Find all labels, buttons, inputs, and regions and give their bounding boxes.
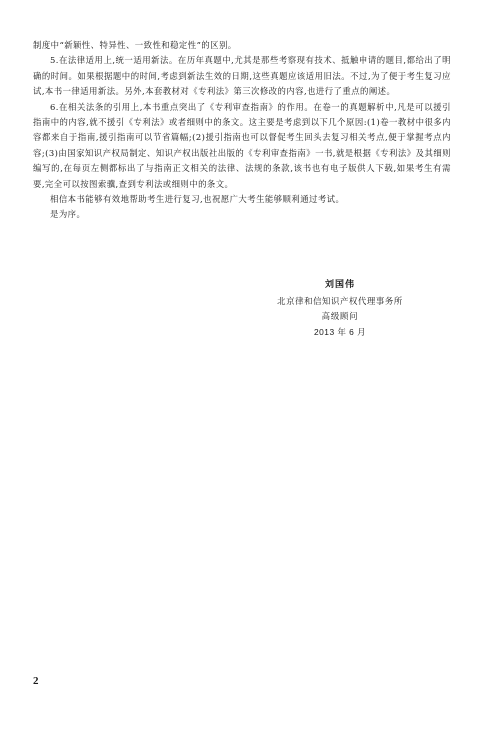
signature-block [240, 278, 440, 340]
paragraph-item-5: 5.在法律适用上,统一适用新法。在历年真题中,尤其是那些考察现有技术、抵触申请的题目,都给出了明确的时间。如果根据题中的时间,考虑到新法生效的日期,这些真题应该适用旧法。不过,为了便于考生复习应试,本书一律适用新法。另外,本套教材对《专利法》第三次修改的内容,也进行了重点的阐述。 [33, 55, 451, 97]
preface-body [33, 38, 451, 223]
paragraph-closing-wish: 相信本书能够有效地帮助考生进行复习,也祝愿广大考生能够顺利通过考试。 [50, 194, 345, 205]
author-title: 高级顾问 [321, 311, 359, 322]
signature-date: 2013 年 6 月 [313, 326, 367, 337]
paragraph-closing-remark: 是为序。 [50, 209, 86, 220]
author-organization: 北京律和信知识产权代理事务所 [277, 295, 403, 306]
author-name: 刘国伟 [324, 280, 355, 290]
paragraph-item-6: 6.在相关法条的引用上,本书重点突出了《专利审查指南》的作用。在卷一的真题解析中,凡是可以援引指南中的内容,就不援引《专利法》或者细则中的条文。这主要是考虑到以下几个原因:(1)卷一教材中很多内容都来自于指南,援引指南可以节省篇幅;(2)援引指南也可以督促考生回头去复习相关考点,便于掌握考点内容;(3)由国家知识产权局制定、知识产权出版社出版的《专利审查指南》一书,就是根据《专利法》及其细则编写的,在每页左侧都标出了与指南正文相关的法律、法规的条款,该书也有电子版供人下载,如果考生有需要,完全可以按图索骥,查到专利法或细则中的条文。 [33, 101, 451, 189]
page-number: 2 [33, 675, 39, 687]
paragraph-continuation: 制度中“新颖性、特异性、一致性和稳定性”的区别。 [33, 40, 237, 50]
